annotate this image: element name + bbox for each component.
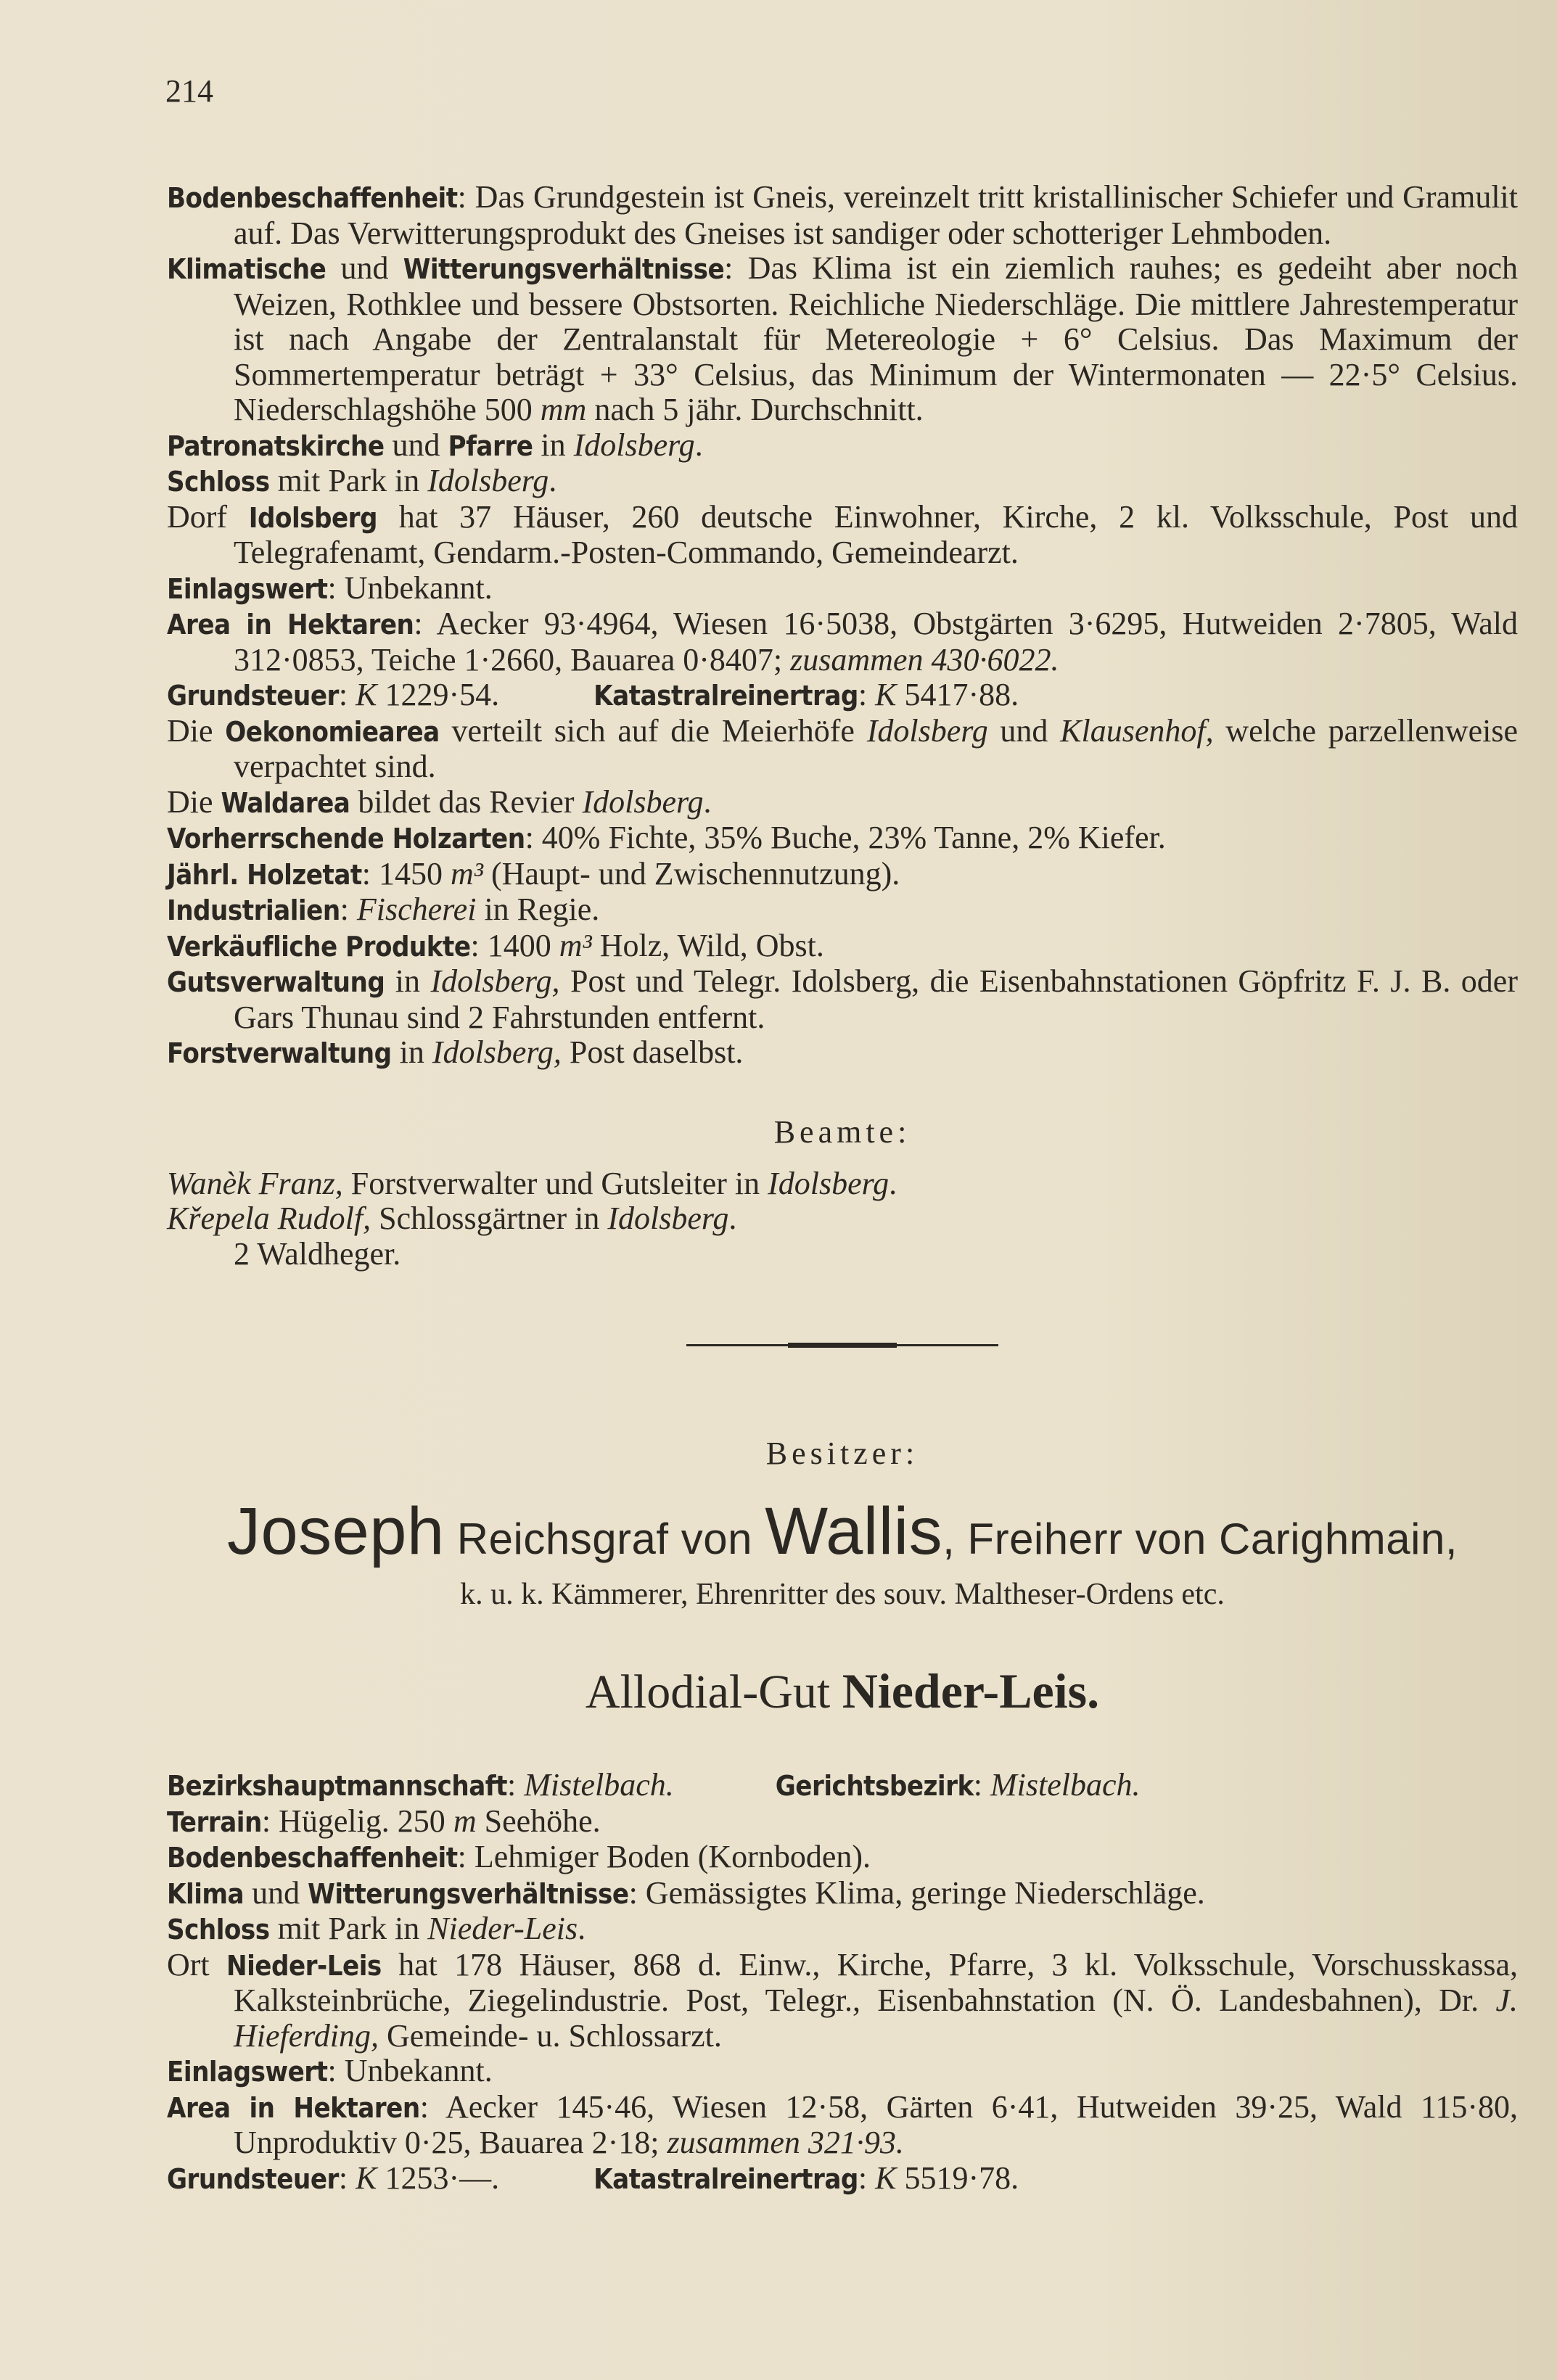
text: .: [578, 1911, 586, 1946]
text: welche parzellenweise verpachtet sind.: [234, 712, 1519, 784]
currency: K: [875, 677, 897, 712]
text: : Lehmiger Boden (Kornboden).: [457, 1839, 871, 1874]
text: : 1400: [470, 927, 559, 963]
unit: m³: [559, 927, 592, 963]
label: Verkäufliche Produkte: [167, 930, 471, 963]
entry-forest: [167, 785, 1518, 821]
text: : Das Grundgestein ist Gneis, vereinzelt tritt kristallinischer Schiefer und Gramulit auf. Das Verwitterungsprodukt des Gneises ist sandiger oder schotteriger Lehmboden.: [234, 179, 1518, 251]
entry-terrain: [167, 1804, 1518, 1840]
text: :: [858, 2159, 876, 2196]
text: und: [987, 712, 1061, 749]
official-role: Forstverwalter und Gutsleiter in: [342, 1165, 768, 1201]
label: Terrain: [167, 1805, 262, 1838]
label: Area in Hektaren: [167, 2091, 420, 2124]
value: 5519·78.: [896, 2159, 1019, 2196]
label: Grundsteuer: [167, 2162, 339, 2195]
text: und: [244, 1874, 308, 1911]
label: Klimatische: [167, 253, 326, 285]
entry-value: [167, 571, 1518, 607]
place: Idolsberg: [573, 427, 695, 463]
estate-name: Nieder-Leis.: [842, 1663, 1100, 1718]
label: Schloss: [167, 1914, 270, 1945]
page-number: 214: [165, 73, 213, 109]
owner-titles: k. u. k. Kämmerer, Ehrenritter des souv. Maltheser-Ordens etc.: [460, 1578, 1225, 1611]
entry-estate-admin: [167, 964, 1518, 1035]
entry-castle: [167, 1911, 1518, 1948]
text: Post daselbst.: [561, 1034, 744, 1070]
entry-climate: [167, 251, 1518, 428]
text: : Das Klima ist ein ziemlich rauhes; es gedeiht aber noch Weizen, Rothklee und bessere Obstsorten. Reichliche Niederschläge. Die mittlere Jahrestemperatur ist nach Angabe der Zentralanstalt für Metereologie + 6° Celsius. Das Maximum der Sommertemperatur beträgt + 33° Celsius, das Minimum der Wintermonaten — 22·5° Celsius. Niederschlagshöhe 500: [234, 250, 1519, 427]
entry-climate: [167, 1876, 1518, 1912]
place: Idolsberg: [582, 783, 704, 820]
text: .: [549, 463, 557, 498]
text: : Aecker 145·46, Wiesen 12·58, Gärten 6·41, Hutweiden 39·25, Wald 115·80, Unproduktiv 0·25, Bauarea 2·18;: [234, 2088, 1518, 2160]
entry-soil: [167, 180, 1518, 251]
text: Die: [167, 783, 221, 820]
person: J. Hieferding,: [234, 1982, 1518, 2054]
text: .: [728, 1201, 737, 1236]
unit: mm: [540, 392, 587, 427]
section-divider: [167, 1343, 1518, 1348]
text: Ort: [167, 1946, 226, 1982]
label: Idolsberg: [248, 501, 378, 534]
text: in: [391, 1034, 432, 1070]
official-row: [167, 1201, 1518, 1237]
text: nach 5 jähr. Durchschnitt.: [586, 392, 924, 427]
label: Gerichtsbezirk: [775, 1770, 974, 1802]
text: : Aecker 93·4964, Wiesen 16·5038, Obstgärten 3·6295, Hutweiden 2·7805, Wald 312·0853, Teiche 1·2660, Bauarea 0·8407;: [234, 606, 1518, 678]
text: in: [385, 963, 431, 999]
entry-tax: [167, 2161, 1518, 2197]
official-name: Wanèk Franz,: [167, 1165, 343, 1201]
owner-name: [167, 1494, 1518, 1570]
text: : Unbekannt.: [327, 2053, 493, 2088]
title: Reichsgraf von: [444, 1515, 765, 1563]
currency: K: [875, 2159, 897, 2196]
owner-heading: Besitzer:: [765, 1436, 919, 1471]
place: Idolsberg,: [430, 963, 560, 999]
title: , Freiherr von Carighmain,: [942, 1515, 1458, 1563]
label: Schloss: [167, 466, 270, 498]
item: Fischerei: [356, 892, 477, 927]
estate-title: [167, 1663, 1518, 1720]
label: Waldarea: [221, 786, 350, 819]
text: : 40% Fichte, 35% Buche, 23% Tanne, 2% Kiefer.: [525, 820, 1166, 855]
value: 5417·88.: [896, 677, 1019, 712]
text: mit Park in: [269, 1911, 428, 1946]
label: Area in Hektaren: [167, 609, 414, 641]
place: Idolsberg: [427, 463, 549, 498]
entry-tax: [167, 678, 1518, 714]
text: .: [703, 783, 712, 820]
place: Klausenhof,: [1060, 712, 1214, 749]
text: :: [506, 1767, 525, 1803]
currency: K: [356, 2159, 377, 2196]
label: Katastralreinertrag: [593, 680, 858, 712]
text: und: [384, 427, 448, 463]
text: in: [533, 427, 574, 463]
official-role: Schlossgärtner in: [371, 1201, 608, 1236]
official-row: 2 Waldheger.: [234, 1235, 401, 1272]
place: Idolsberg: [607, 1201, 729, 1236]
entry-soil: [167, 1840, 1518, 1876]
official-name: Křepela Rudolf,: [167, 1201, 371, 1236]
place: Idolsberg: [768, 1165, 890, 1201]
text: (Haupt- und Zwischennutzung).: [482, 855, 900, 892]
place: Idolsberg: [866, 712, 988, 749]
label: Bodenbeschaffenheit: [167, 182, 458, 214]
entry-area: [167, 2090, 1518, 2161]
entry-tree-species: [167, 820, 1518, 857]
total: zusammen 430·6022.: [790, 641, 1059, 678]
entry-timber-yield: [167, 857, 1518, 893]
entry-district: [167, 1768, 1518, 1804]
entry-value: [167, 2054, 1518, 2090]
officials-list: [167, 1166, 1518, 1272]
first-name: Joseph: [226, 1494, 445, 1568]
estate-type: Allodial-Gut: [585, 1665, 842, 1718]
label: Grundsteuer: [167, 680, 339, 712]
text: hat 178 Häuser, 868 d. Einw., Kirche, Pfarre, 3 kl. Volksschule, Vorschusskassa, Kalksteinbrüche, Ziegelindustrie. Post, Telegr., Eisenbahnstation (N. Ö. Landesbahnen), Dr.: [234, 1946, 1518, 2018]
entry-economy: [167, 714, 1518, 785]
place: Nieder-Leis: [427, 1911, 578, 1946]
label: Einlagswert: [167, 572, 328, 605]
entry-industry: [167, 892, 1518, 928]
label: Katastralreinertrag: [593, 2162, 858, 2195]
label: Pfarre: [448, 429, 533, 462]
label: Bezirkshauptmannschaft: [167, 1770, 507, 1802]
text: : 1450: [361, 855, 451, 892]
text: bildet das Revier: [350, 783, 583, 820]
text: Die: [167, 712, 226, 749]
total: zusammen 321·93.: [667, 2125, 904, 2160]
entry-area: [167, 606, 1518, 678]
idolsberg-section: [167, 180, 1518, 1071]
label: Jährl. Holzetat: [167, 858, 362, 891]
label: Klima: [167, 1877, 245, 1910]
text: :: [338, 2159, 356, 2196]
place: Idolsberg,: [432, 1034, 562, 1070]
text: verteilt sich auf die Meierhöfe: [439, 712, 867, 749]
text: : Hügelig. 250: [261, 1803, 453, 1839]
value: 1253·—.: [377, 2159, 500, 2196]
label: Vorherrschende Holzarten: [167, 823, 525, 855]
officials-heading: Beamte:: [773, 1113, 911, 1150]
text: : Gemässigtes Klima, geringe Niederschläge.: [628, 1874, 1205, 1911]
label: Einlagswert: [167, 2056, 328, 2088]
text: Holz, Wild, Obst.: [591, 927, 824, 963]
label: Nieder-Leis: [226, 1949, 382, 1982]
place: Mistelbach.: [524, 1767, 674, 1803]
label: Forstverwaltung: [167, 1037, 392, 1069]
place: Mistelbach.: [990, 1767, 1141, 1803]
official-row: [167, 1166, 1518, 1202]
unit: m: [453, 1803, 477, 1839]
unit: m³: [450, 855, 483, 892]
label: Gutsverwaltung: [167, 966, 385, 998]
text: Post und Telegr. Idolsberg, die Eisenbahnstationen Göpfritz F. J. B. oder Gars Thunau sind 2 Fahrstunden entfernt.: [234, 963, 1518, 1035]
text: :: [858, 677, 876, 712]
text: :: [340, 892, 357, 927]
value: 1229·54.: [377, 677, 500, 712]
nieder-leis-section: [167, 1768, 1518, 2196]
entry-castle: [167, 464, 1518, 500]
entry-village: [167, 500, 1518, 571]
text: in Regie.: [476, 892, 600, 927]
text: .: [694, 427, 703, 463]
currency: K: [356, 677, 377, 712]
text: .: [889, 1165, 897, 1201]
content: [167, 180, 1518, 2196]
text: Dorf: [167, 498, 249, 535]
text: hat 37 Häuser, 260 deutsche Einwohner, Kirche, 2 kl. Volksschule, Post und Telegrafenamt, Gendarm.-Posten-Commando, Gemeindearzt.: [234, 498, 1518, 570]
label: Oekonomiearea: [225, 715, 440, 748]
label: Bodenbeschaffenheit: [167, 1842, 458, 1874]
surname: Wallis: [765, 1494, 943, 1568]
entry-village: [167, 1948, 1518, 2054]
label: Industrialien: [167, 894, 340, 926]
label: Witterungsverhältnisse: [308, 1877, 629, 1910]
label: Patronatskirche: [167, 429, 385, 462]
entry-forest-admin: [167, 1035, 1518, 1071]
entry-church: [167, 428, 1518, 464]
text: Seehöhe.: [476, 1803, 601, 1839]
entry-products: [167, 928, 1518, 965]
text: :: [338, 677, 356, 712]
text: mit Park in: [269, 463, 428, 498]
text: : Unbekannt.: [327, 569, 493, 606]
label: Witterungsverhältnisse: [403, 253, 725, 285]
text: und: [326, 250, 403, 286]
text: Gemeinde- u. Schlossarzt.: [379, 2017, 722, 2054]
text: :: [973, 1767, 990, 1803]
